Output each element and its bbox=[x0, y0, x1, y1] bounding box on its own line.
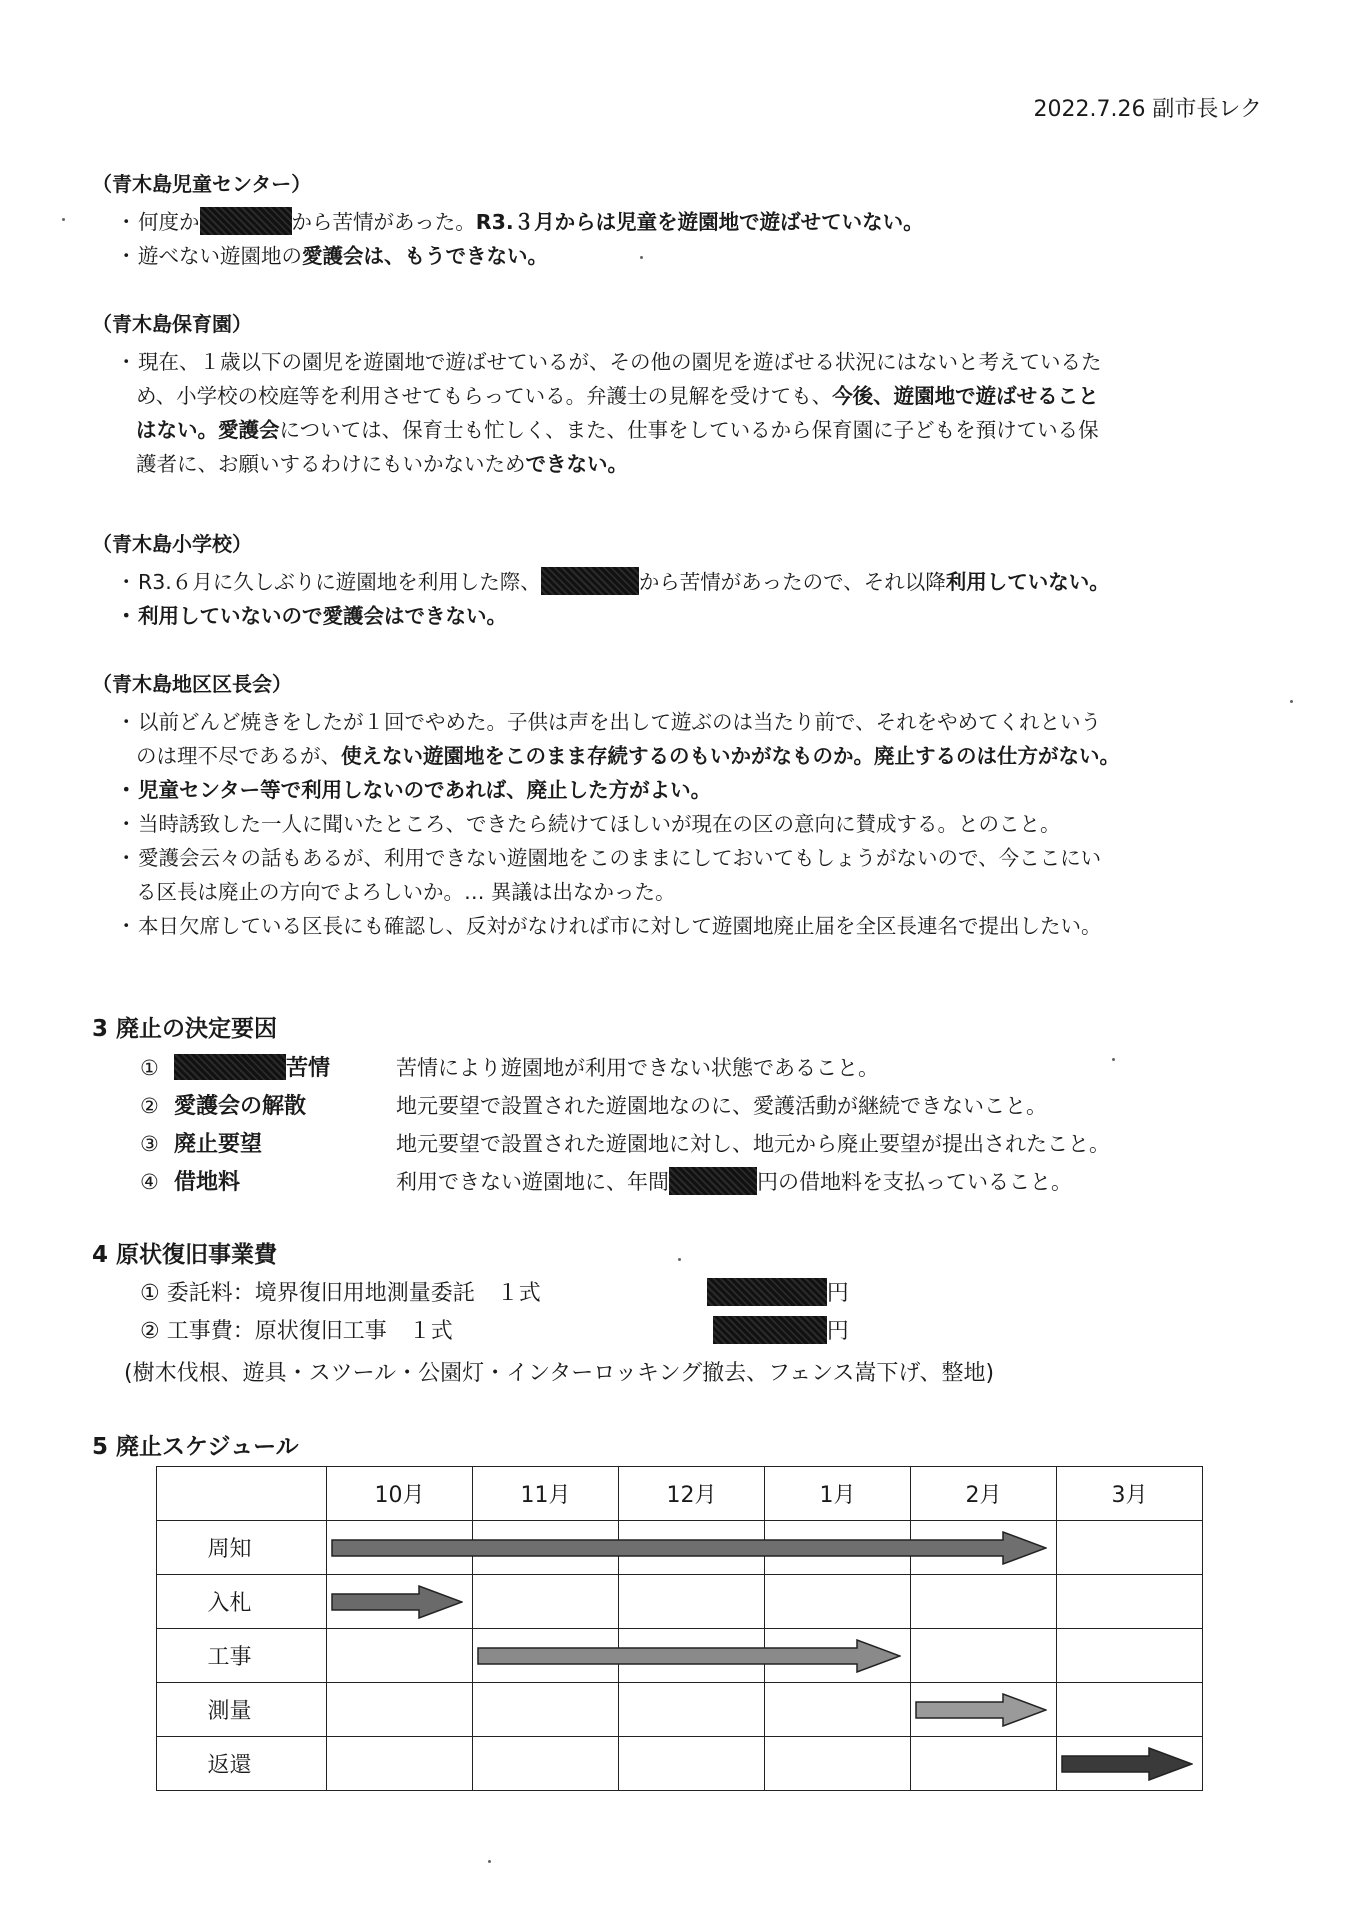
factor-number: ④ bbox=[140, 1170, 159, 1194]
hoikuen-line-2 bbox=[92, 379, 1272, 413]
schedule-cell bbox=[1057, 1683, 1203, 1737]
month-header: 3月 bbox=[1057, 1467, 1203, 1521]
text: のは理不尽であるが、 bbox=[136, 744, 341, 768]
cost-text: 委託料：境界復旧用地測量委託 １式 bbox=[166, 1281, 541, 1306]
hoikuen-line-4 bbox=[92, 447, 1272, 481]
text: から苦情があった。 bbox=[291, 210, 476, 234]
section-jidou-center bbox=[92, 168, 1272, 273]
arrow-shape bbox=[916, 1694, 1046, 1726]
factor-label: 借地料 bbox=[174, 1170, 241, 1195]
shougakkou-line-1 bbox=[92, 565, 1272, 599]
schedule-cell bbox=[911, 1737, 1057, 1791]
schedule-row bbox=[157, 1737, 1203, 1791]
factor-description bbox=[396, 1164, 1072, 1200]
month-header: 12月 bbox=[619, 1467, 765, 1521]
section-title: （青木島保育園） bbox=[92, 312, 252, 336]
kuchoukai-line-7 bbox=[92, 909, 1272, 943]
scan-speck bbox=[488, 1860, 491, 1863]
text: 本日欠席している区長にも確認し、反対がなければ市に対して遊園地廃止届を全区長連名で提出したい。 bbox=[138, 914, 1102, 938]
text: については、保育士も忙しく、また、仕事をしているから保育園に子どもを預けている保 bbox=[279, 418, 1099, 442]
section-title: （青木島地区区長会） bbox=[92, 672, 292, 696]
schedule-cell bbox=[765, 1575, 911, 1629]
schedule-corner-cell bbox=[157, 1467, 327, 1521]
schedule-cell bbox=[1057, 1629, 1203, 1683]
kuchoukai-line-1 bbox=[92, 705, 1272, 739]
factor-description: 苦情により遊園地が利用できない状態であること。 bbox=[396, 1056, 879, 1080]
schedule-cell bbox=[327, 1629, 473, 1683]
bold-text: 使えない遊園地をこのまま存続するのもいかがなものか。廃止するのは仕方がない。 bbox=[341, 744, 1120, 768]
arrow-shape bbox=[332, 1586, 462, 1618]
hoikuen-line-1 bbox=[92, 345, 1272, 379]
factor-label: 廃止要望 bbox=[174, 1132, 263, 1157]
section-title: （青木島小学校） bbox=[92, 532, 252, 556]
section-kuchoukai bbox=[92, 668, 1272, 943]
task-label: 測量 bbox=[157, 1683, 327, 1737]
schedule-cell bbox=[473, 1737, 619, 1791]
redaction-block bbox=[200, 207, 292, 235]
schedule-cell bbox=[473, 1575, 619, 1629]
document-date-title: 2022.7.26 副市長レク bbox=[1033, 97, 1262, 122]
schedule-cell bbox=[473, 1683, 619, 1737]
factor-description: 地元要望で設置された遊園地なのに、愛護活動が継続できないこと。 bbox=[396, 1094, 1047, 1118]
bold-text: できない。 bbox=[525, 452, 628, 476]
schedule-cell bbox=[619, 1683, 765, 1737]
schedule-cell bbox=[1057, 1575, 1203, 1629]
bold-text: はない。 bbox=[136, 418, 218, 442]
cost-number: ② bbox=[140, 1319, 160, 1344]
schedule-cell bbox=[765, 1683, 911, 1737]
schedule-cell bbox=[911, 1575, 1057, 1629]
jidou-line-2 bbox=[92, 239, 1272, 273]
schedule-cell bbox=[911, 1629, 1057, 1683]
bold-text: 利用していないので愛護会はできない。 bbox=[138, 604, 507, 628]
arrow-shape bbox=[1062, 1748, 1192, 1780]
arrow-shape bbox=[332, 1532, 1046, 1564]
kuchoukai-line-5 bbox=[92, 841, 1272, 875]
scan-speck bbox=[1112, 1058, 1115, 1061]
factor-label: 愛護会の解散 bbox=[174, 1094, 307, 1119]
factor-description: 地元要望で設置された遊園地に対し、地元から廃止要望が提出されたこと。 bbox=[396, 1132, 1110, 1156]
schedule-cell bbox=[619, 1575, 765, 1629]
scan-speck bbox=[678, 1258, 681, 1261]
kuchoukai-line-6 bbox=[92, 875, 1272, 909]
cost-row-2 bbox=[140, 1314, 849, 1350]
text: 遊べない遊園地の bbox=[138, 244, 302, 268]
schedule-row bbox=[157, 1575, 1203, 1629]
task-label: 入札 bbox=[157, 1575, 327, 1629]
bold-text: R3.３月からは児童を遊園地で遊ばせていない。 bbox=[475, 210, 924, 234]
bullet-mark: ・ bbox=[116, 604, 137, 628]
schedule-header-row bbox=[157, 1467, 1203, 1521]
factor-number: ② bbox=[140, 1094, 159, 1118]
schedule-table bbox=[156, 1466, 1203, 1791]
bold-text: 児童センター等で利用しないのであれば、廃止した方がよい。 bbox=[138, 778, 712, 802]
schedule-cell bbox=[1057, 1521, 1203, 1575]
factor-row-2 bbox=[140, 1088, 1047, 1124]
heading-schedule: 5 廃止スケジュール bbox=[92, 1434, 299, 1460]
jidou-line-1 bbox=[92, 205, 1272, 239]
text: 護者に、お願いするわけにもいかないため bbox=[136, 452, 526, 476]
bullet-mark: ・ bbox=[116, 812, 137, 836]
month-header: 10月 bbox=[327, 1467, 473, 1521]
cost-row-1 bbox=[140, 1276, 849, 1312]
factor-label bbox=[174, 1051, 396, 1087]
task-label: 返還 bbox=[157, 1737, 327, 1791]
text: 当時誘致した一人に聞いたところ、できたら続けてほしいが現在の区の意向に賛成する。とのこと。 bbox=[138, 812, 1061, 836]
bullet-mark: ・ bbox=[116, 710, 137, 734]
bold-text: 今後、遊園地で遊ばせること bbox=[832, 384, 1099, 408]
cost-note: (樹木伐根、遊具・スツール・公園灯・インターロッキング撤去、フェンス嵩下げ、整地) bbox=[124, 1361, 995, 1386]
redaction-block bbox=[541, 567, 639, 595]
cost-text: 工事費：原状復旧工事 １式 bbox=[166, 1319, 453, 1344]
bold-text: 愛護会は、もうできない。 bbox=[302, 244, 548, 268]
redaction-block bbox=[669, 1167, 757, 1195]
schedule-arrow-返還 bbox=[1061, 1747, 1193, 1781]
kuchoukai-line-3 bbox=[92, 773, 1272, 807]
schedule-arrow-入札 bbox=[331, 1585, 463, 1619]
factor-number: ③ bbox=[140, 1132, 159, 1156]
heading-restoration-cost: 4 原状復旧事業費 bbox=[92, 1242, 278, 1268]
factor-row-4 bbox=[140, 1164, 1072, 1200]
task-label: 工事 bbox=[157, 1629, 327, 1683]
heading-decision-factors: 3 廃止の決定要因 bbox=[92, 1016, 278, 1042]
bold-text: 愛護会 bbox=[218, 418, 280, 442]
factor-number: ① bbox=[140, 1056, 159, 1080]
schedule-cell bbox=[619, 1737, 765, 1791]
section-shougakkou bbox=[92, 528, 1272, 633]
factor-row-3 bbox=[140, 1126, 1110, 1162]
scan-speck bbox=[1290, 700, 1293, 703]
month-header: 1月 bbox=[765, 1467, 911, 1521]
kuchoukai-line-2 bbox=[92, 739, 1272, 773]
bullet-mark: ・ bbox=[116, 778, 137, 802]
bullet-mark: ・ bbox=[116, 350, 137, 374]
schedule-cell bbox=[765, 1737, 911, 1791]
bullet-mark: ・ bbox=[116, 210, 137, 234]
factor-label-text: 苦情 bbox=[286, 1056, 331, 1081]
text: 現在、１歳以下の園児を遊園地で遊ばせているが、その他の園児を遊ばせる状況にはないと考えているた bbox=[138, 350, 1102, 374]
text: 愛護会云々の話もあるが、利用できない遊園地をこのままにしておいてもしょうがないので、今ここにい bbox=[138, 846, 1102, 870]
bullet-mark: ・ bbox=[116, 570, 137, 594]
section-title: （青木島児童センター） bbox=[92, 172, 312, 196]
text: 何度か bbox=[138, 210, 200, 234]
kuchoukai-line-4 bbox=[92, 807, 1272, 841]
schedule-arrow-測量 bbox=[915, 1693, 1047, 1727]
task-label: 周知 bbox=[157, 1521, 327, 1575]
month-header: 2月 bbox=[911, 1467, 1057, 1521]
factor-row-1 bbox=[140, 1050, 879, 1086]
text: から苦情があったので、それ以降 bbox=[638, 570, 946, 594]
schedule-arrow-周知 bbox=[331, 1531, 1047, 1565]
cost-number: ① bbox=[140, 1281, 160, 1306]
cost-unit: 円 bbox=[826, 1281, 849, 1306]
schedule-cell bbox=[327, 1737, 473, 1791]
redaction-block bbox=[707, 1278, 827, 1306]
arrow-shape bbox=[478, 1640, 900, 1672]
text: る区長は廃止の方向でよろしいか。… 異議は出なかった。 bbox=[136, 880, 676, 904]
text: R3.６月に久しぶりに遊園地を利用した際、 bbox=[138, 570, 541, 594]
hoikuen-line-3 bbox=[92, 413, 1272, 447]
cost-unit: 円 bbox=[826, 1319, 849, 1344]
text: 以前どんど焼きをしたが１回でやめた。子供は声を出して遊ぶのは当たり前で、それをやめてくれという bbox=[138, 710, 1102, 734]
text: 利用できない遊園地に、年間 bbox=[396, 1170, 669, 1194]
redaction-block bbox=[713, 1316, 827, 1344]
bold-text: 利用していない。 bbox=[945, 570, 1110, 594]
scan-speck bbox=[62, 218, 65, 221]
bullet-mark: ・ bbox=[116, 846, 137, 870]
bullet-mark: ・ bbox=[116, 244, 137, 268]
bullet-mark: ・ bbox=[116, 914, 137, 938]
text: め、小学校の校庭等を利用させてもらっている。弁護士の見解を受けても、 bbox=[136, 384, 833, 408]
month-header: 11月 bbox=[473, 1467, 619, 1521]
shougakkou-line-2 bbox=[92, 599, 1272, 633]
schedule-arrow-工事 bbox=[477, 1639, 901, 1673]
text: 円の借地料を支払っていること。 bbox=[757, 1170, 1072, 1194]
section-hoikuen bbox=[92, 308, 1272, 481]
scan-speck bbox=[640, 256, 643, 259]
schedule-cell bbox=[327, 1683, 473, 1737]
redaction-block bbox=[174, 1054, 286, 1080]
